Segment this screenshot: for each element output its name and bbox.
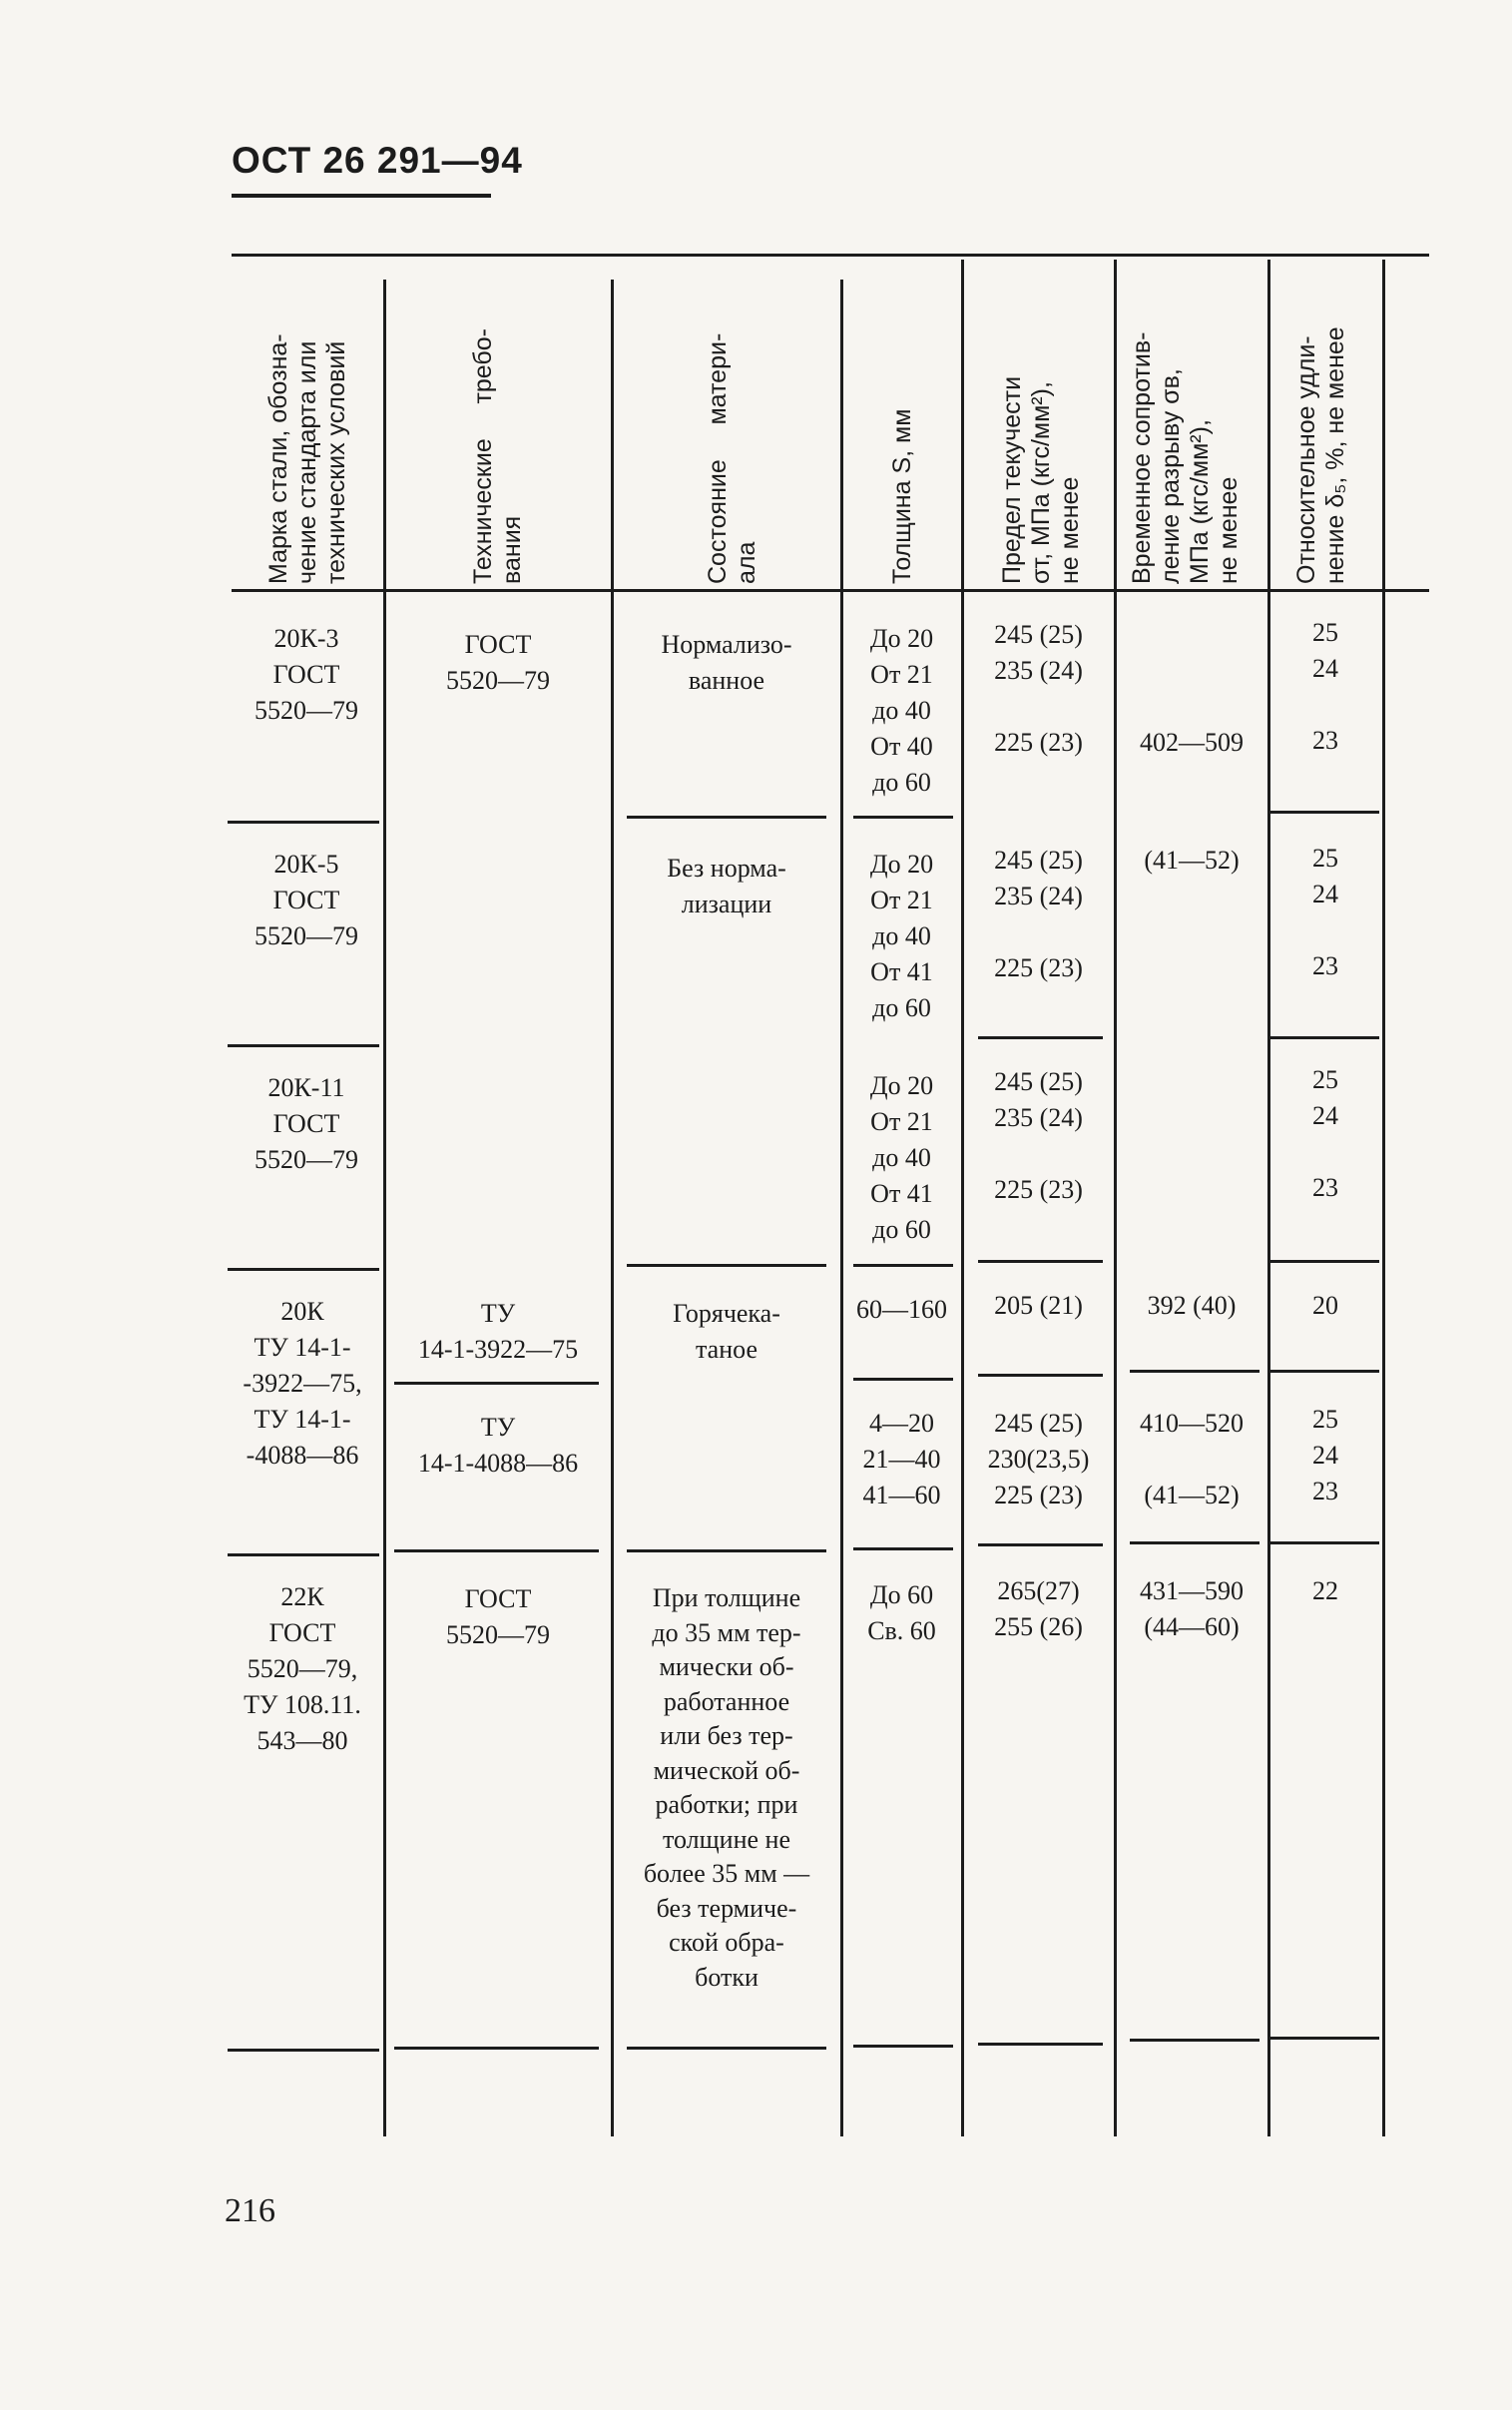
yield-strength-cell: 245 (25) 235 (24) 225 (23) xyxy=(994,1067,1083,1204)
steel-grade-cell: 20К-3 ГОСТ 5520—79 xyxy=(254,624,358,725)
header-tensile-strength: Временное сопротив- ление разрыву σв, МПа (кгс/мм²), не менее xyxy=(1128,331,1243,584)
row-rule xyxy=(394,1549,599,1552)
page-number: 216 xyxy=(225,2192,275,2229)
row-rule xyxy=(1130,1370,1260,1373)
steel-grade-cell: 22К ГОСТ 5520—79, ТУ 108.11. 543—80 xyxy=(244,1582,361,1755)
steel-grade-cell: 20К-11 ГОСТ 5520—79 xyxy=(254,1073,358,1174)
row-rule xyxy=(1130,1541,1260,1544)
tech-req-cell: ТУ 14-1-3922—75 xyxy=(417,1299,579,1364)
yield-strength-cell: 245 (25) 235 (24) 225 (23) xyxy=(994,620,1083,757)
row-rule xyxy=(978,2043,1103,2046)
header-bottom-rule xyxy=(232,589,1429,592)
row-rule xyxy=(853,1547,953,1550)
yield-strength-cell: 265(27) 255 (26) xyxy=(994,1576,1083,1641)
material-state-cell: При толщине до 35 мм тер- мически об- работанное или без тер- мической об- работки; при толщине не более 35 мм — без термиче- ской обра- ботки xyxy=(643,1583,810,1992)
tensile-strength-cell: 410—520 (41—52) xyxy=(1140,1409,1244,1509)
row-rule xyxy=(853,1264,953,1267)
row-rule xyxy=(1269,1541,1379,1544)
yield-strength-cell: 245 (25) 230(23,5) 225 (23) xyxy=(987,1409,1090,1509)
tech-req-cell: ТУ 14-1-4088—86 xyxy=(417,1413,579,1478)
elongation-cell: 22 xyxy=(1312,1576,1338,1605)
col-sep-5 xyxy=(1114,260,1117,2136)
yield-strength-cell: 245 (25) 235 (24) 225 (23) xyxy=(994,846,1083,982)
row-rule xyxy=(853,1378,953,1381)
row-rule xyxy=(978,1374,1103,1377)
header-material-state: Состояние матери- ала xyxy=(704,332,760,584)
elongation-cell: 25 24 23 xyxy=(1312,844,1338,980)
header-tech-req: Технические требо- вания xyxy=(469,328,526,584)
material-state-cell: Без норма- лизации xyxy=(667,854,786,918)
elongation-cell: 25 24 23 xyxy=(1312,618,1338,755)
steel-grade-cell: 20К-5 ГОСТ 5520—79 xyxy=(254,850,358,950)
row-rule xyxy=(394,2047,599,2050)
standard-underline xyxy=(232,194,491,198)
tensile-strength-cell: 392 (40) xyxy=(1147,1291,1237,1320)
tensile-strength-cell: (41—52) xyxy=(1144,846,1240,875)
row-rule xyxy=(1269,1370,1379,1373)
steel-grade-cell: 20К ТУ 14-1- -3922—75, ТУ 14-1- -4088—86 xyxy=(243,1297,362,1470)
tensile-strength-cell: 402—509 xyxy=(1140,728,1244,757)
elongation-cell: 20 xyxy=(1312,1291,1338,1320)
row-rule xyxy=(394,1382,599,1385)
header-yield-strength: Предел текучести σт, МПа (кгс/мм²), не менее xyxy=(998,375,1084,584)
row-rule xyxy=(978,1036,1103,1039)
row-rule xyxy=(1130,2039,1260,2042)
thickness-cell: 60—160 xyxy=(856,1295,947,1324)
row-rule xyxy=(228,2049,379,2052)
tensile-strength-cell: 431—590 (44—60) xyxy=(1140,1576,1244,1641)
col-sep-2 xyxy=(611,280,614,2136)
row-rule xyxy=(1269,2037,1379,2040)
yield-strength-cell: 205 (21) xyxy=(994,1291,1083,1320)
thickness-cell: 4—20 21—40 41—60 xyxy=(862,1409,941,1509)
tech-req-cell: ГОСТ 5520—79 xyxy=(446,1584,550,1649)
elongation-cell: 25 24 23 xyxy=(1312,1405,1338,1506)
thickness-cell: До 60 Св. 60 xyxy=(867,1580,936,1645)
col-sep-1 xyxy=(383,280,386,2136)
row-rule xyxy=(228,1553,379,1556)
thickness-cell: До 20 От 21 до 40 От 40 до 60 xyxy=(869,624,934,797)
thickness-cell: До 20 От 21 до 40 От 41 до 60 xyxy=(869,850,934,1022)
row-rule xyxy=(1269,1260,1379,1263)
row-rule xyxy=(978,1260,1103,1263)
row-rule xyxy=(1269,811,1379,814)
row-rule xyxy=(627,1549,826,1552)
thickness-cell: До 20 От 21 до 40 От 41 до 60 xyxy=(869,1071,934,1244)
header-steel-grade: Марка стали, обозна- чение стандарта или технических условий xyxy=(264,333,350,584)
col-sep-3 xyxy=(840,280,843,2136)
col-sep-6 xyxy=(1267,260,1270,2136)
tech-req-cell: ГОСТ 5520—79 xyxy=(446,630,550,695)
col-sep-4 xyxy=(961,260,964,2136)
row-rule xyxy=(1269,1036,1379,1039)
row-rule xyxy=(627,2047,826,2050)
standard-code: ОСТ 26 291—94 xyxy=(232,140,523,181)
col-sep-7 xyxy=(1382,260,1385,2136)
row-rule xyxy=(627,816,826,819)
row-rule xyxy=(853,816,953,819)
row-rule xyxy=(228,1268,379,1271)
elongation-cell: 25 24 23 xyxy=(1312,1065,1338,1202)
row-rule xyxy=(627,1264,826,1267)
header-thickness: Толщина S, мм xyxy=(888,408,916,584)
header-elongation: Относительное удли- нение δ₅, %, не менее xyxy=(1292,326,1349,584)
row-rule xyxy=(228,1044,379,1047)
row-rule xyxy=(978,1543,1103,1546)
material-state-cell: Горячека- таное xyxy=(673,1299,780,1364)
row-rule xyxy=(853,2045,953,2048)
row-rule xyxy=(228,821,379,824)
table-top-rule xyxy=(232,254,1429,257)
material-state-cell: Нормализо- ванное xyxy=(661,630,792,695)
